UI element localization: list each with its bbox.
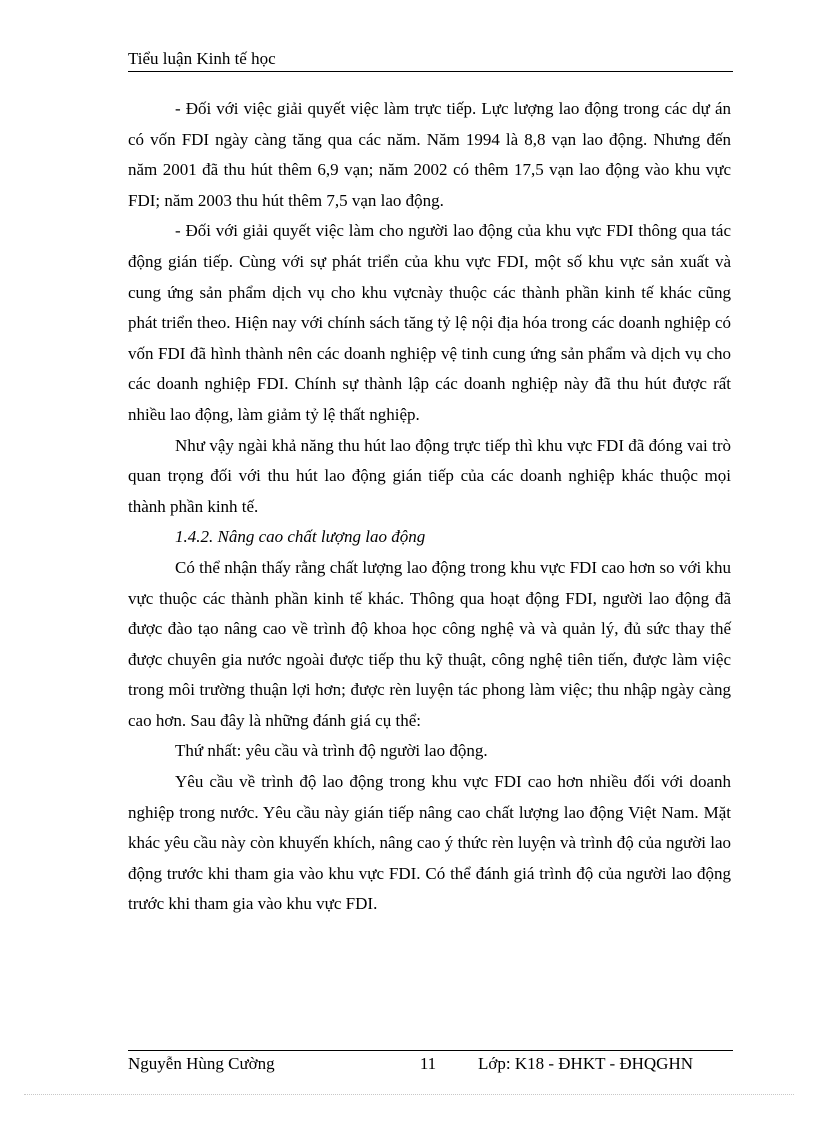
footer-author: Nguyễn Hùng Cường xyxy=(128,1054,275,1073)
page-header-title: Tiểu luận Kinh tế học xyxy=(128,49,276,68)
paragraph-first-point: Thứ nhất: yêu cầu và trình độ người lao động. xyxy=(175,741,488,761)
page-edge-divider xyxy=(24,1094,794,1095)
footer-divider xyxy=(128,1050,733,1051)
paragraph-labor-quality: Có thể nhận thấy rằng chất lượng lao động trong khu vực FDI cao hơn so với khu vực thuộc các thành phần kinh tế khác. Thông qua hoạt động FDI, người lao động đã được đào tạo nâng cao về trình độ khoa học công nghệ và và quản lý, đủ sức thay thế được chuyên gia nước ngoài được tiếp thu kỹ thuật, công nghệ tiên tiến, được làm việc trong môi trường thuận lợi hơn; được rèn luyện tác phong làm việc; thu nhập ngày càng cao hơn. Sau đây là những đánh giá cụ thể: xyxy=(128,557,731,730)
header-divider xyxy=(128,71,733,72)
footer-class-info: Lớp: K18 - ĐHKT - ĐHQGHN xyxy=(478,1054,694,1073)
page-number: 11 xyxy=(419,1054,437,1073)
document-body xyxy=(128,94,731,920)
paragraph-indirect-employment: - Đối với giải quyết việc làm cho người lao động của khu vực FDI thông qua tác động gián tiếp. Cùng với sự phát triển của khu vực FDI, một số khu vực sản xuất và cung ứng sản phẩm dịch vụ cho khu vựcnày thuộc các thành phần kinh tế khác cũng phát triển theo. Hiện nay với chính sách tăng tỷ lệ nội địa hóa trong các doanh nghiệp có vốn FDI đã hình thành nên các doanh nghiệp vệ tinh cung ứng sản phẩm và dịch vụ cho các doanh nghiệp FDI. Chính sự thành lập các doanh nghiệp này đã thu hút được rất nhiều lao động, làm giảm tỷ lệ thất nghiệp. xyxy=(128,221,731,424)
section-heading: 1.4.2. Nâng cao chất lượng lao động xyxy=(175,527,426,547)
paragraph-direct-employment: - Đối với việc giải quyết việc làm trực tiếp. Lực lượng lao động trong các dự án có vốn FDI ngày càng tăng qua các năm. Năm 1994 là 8,8 vạn lao động. Nhưng đến năm 2001 đã thu hút thêm 6,9 vạn; năm 2002 có thêm 17,5 vạn lao động vào khu vực FDI; năm 2003 thu hút thêm 7,5 vạn lao động. xyxy=(128,99,731,210)
paragraph-requirements: Yêu cầu về trình độ lao động trong khu vực FDI cao hơn nhiều đối với doanh nghiệp trong nước. Yêu cầu này gián tiếp nâng cao chất lượng lao động Việt Nam. Mặt khác yêu cầu này còn khuyến khích, nâng cao ý thức rèn luyện và trình độ của người lao động trước khi tham gia vào khu vực FDI. Có thể đánh giá trình độ của người lao động trước khi tham gia vào khu vực FDI. xyxy=(128,772,731,914)
paragraph-summary: Như vậy ngài khả năng thu hút lao động trực tiếp thì khu vực FDI đã đóng vai trò quan trọng đối với thu hút lao động gián tiếp của các doanh nghiệp khác thuộc mọi thành phần kinh tế. xyxy=(128,435,731,516)
